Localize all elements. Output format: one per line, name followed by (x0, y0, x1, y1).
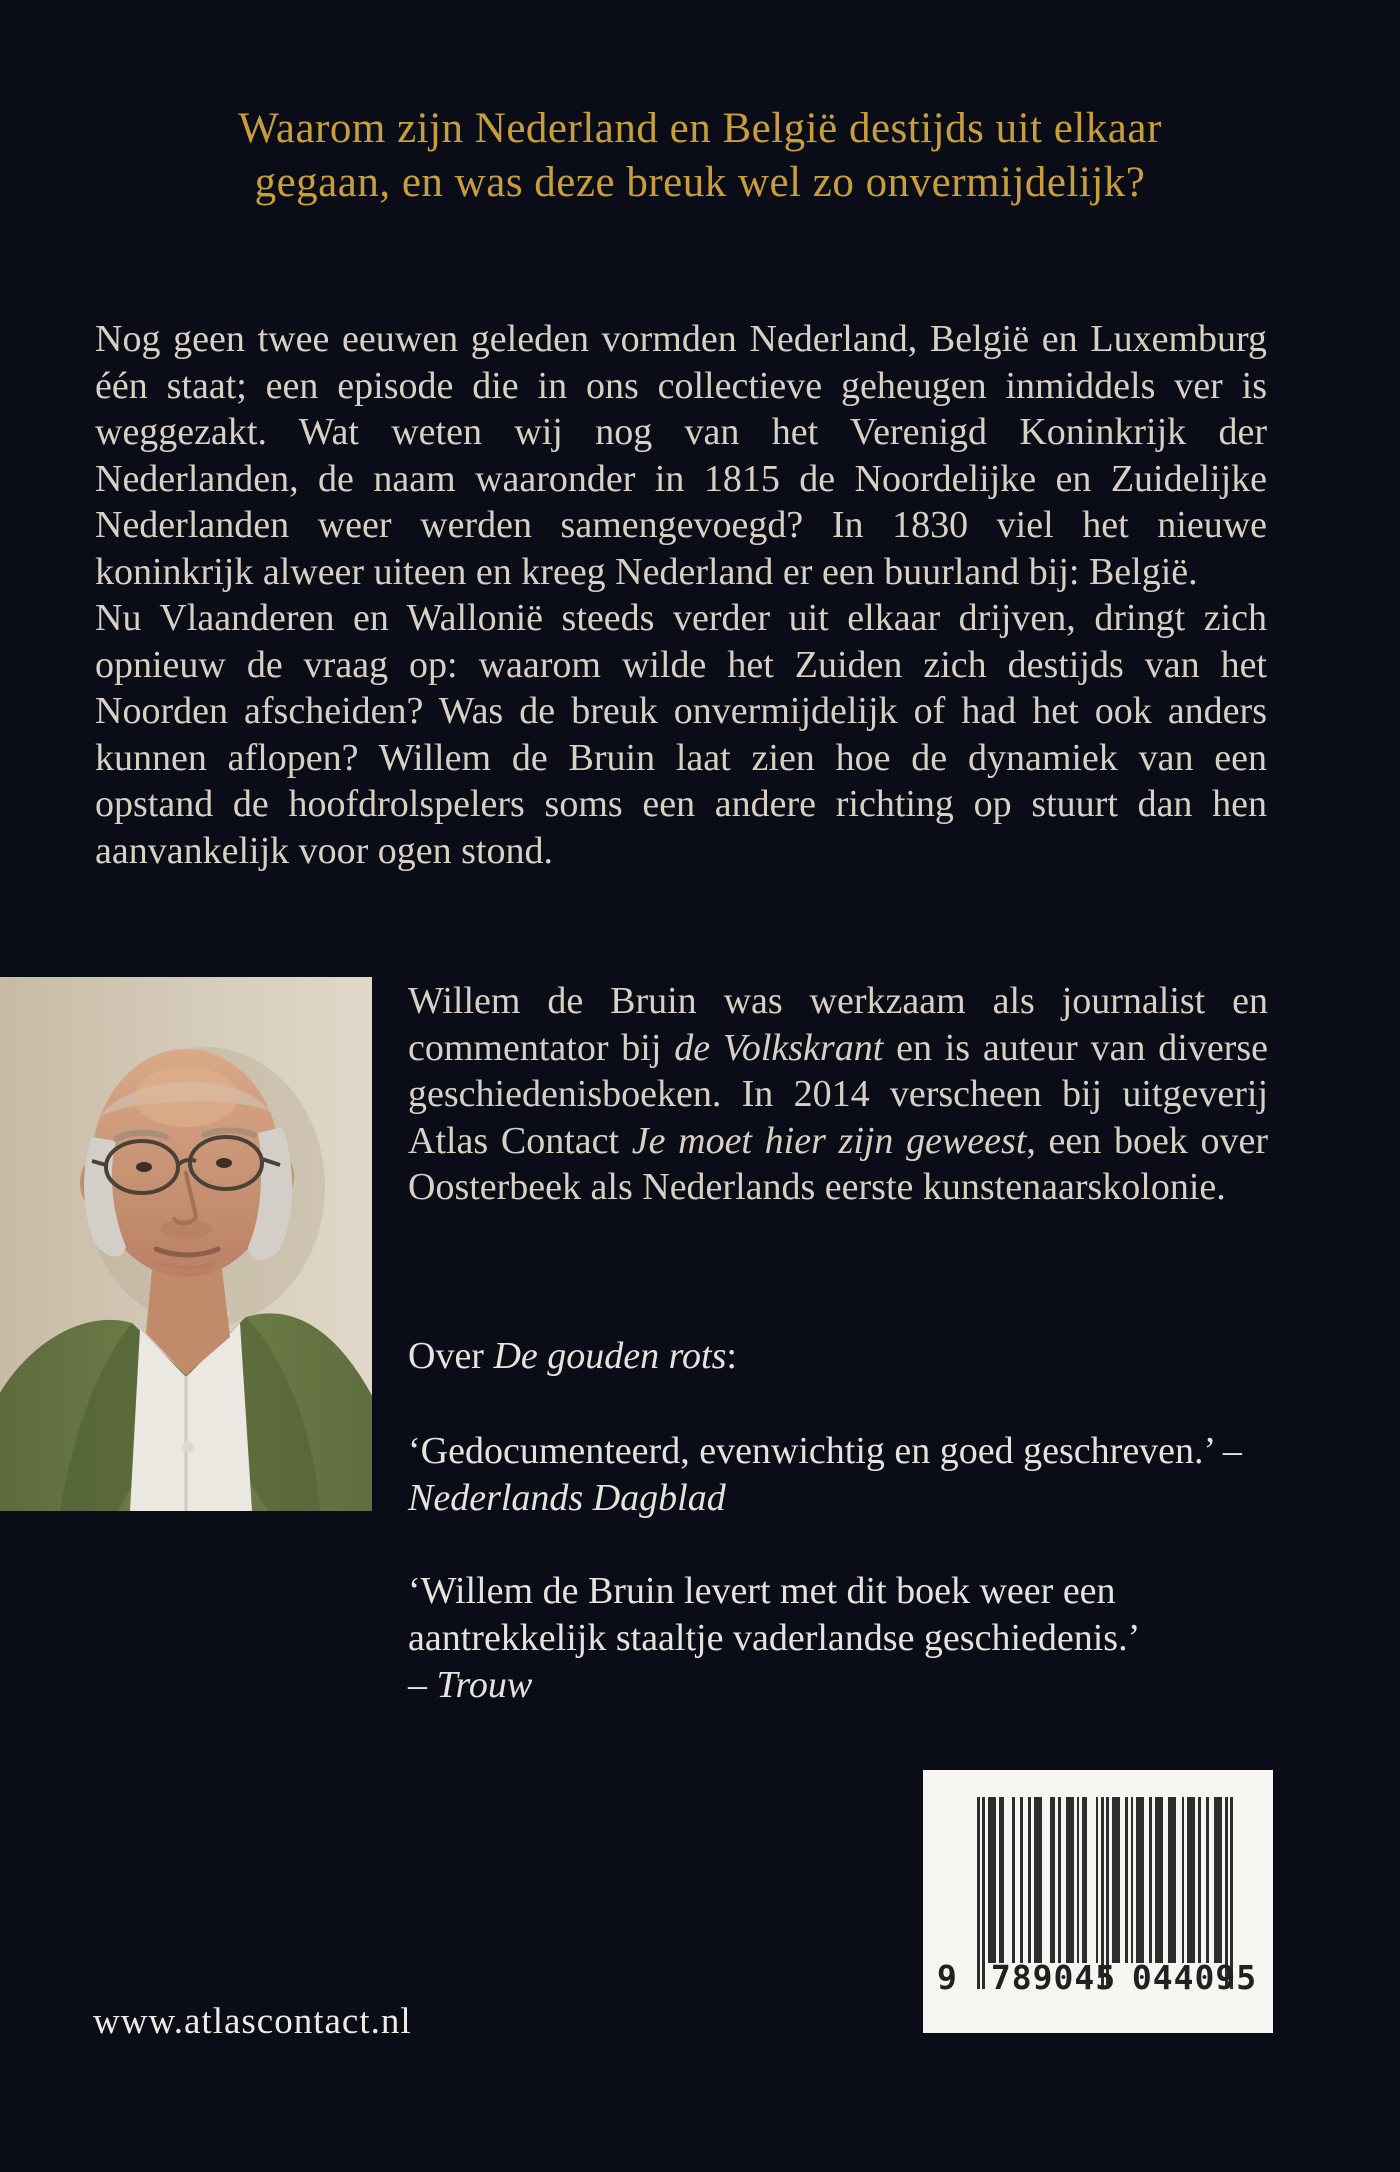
quote-2-attribution (408, 1662, 1258, 1709)
bio-text-2: en is auteur van diverse geschiedenisboeken. In 2014 verscheen bij uitgeverij Atlas Contact (408, 1026, 1268, 1162)
tagline-line-2: gegaan, en was deze breuk wel zo onvermijdelijk? (254, 159, 1146, 206)
synopsis-paragraph-2: Nu Vlaanderen en Wallonië steeds verder uit elkaar drijven, dringt zich opnieuw de vraag op: waarom wilde het Zuiden zich destijds van het Noorden afscheiden? Was de breuk onvermijdelijk of had het ook anders kunnen aflopen? Willem de Bruin laat zien hoe de dynamiek van een opstand de hoofdrolspelers soms een andere richting op stuurt dan hen aanvankelijk voor ogen stond. (95, 597, 1267, 872)
review-quote-2 (408, 1568, 1258, 1709)
bio-booktitle-italic: Je moet hier zijn geweest (631, 1119, 1027, 1162)
bio-volkskrant-italic: de Volkskrant (674, 1026, 884, 1069)
website-url: www.atlascontact.nl (93, 2001, 412, 2042)
quote-2-source: Trouw (436, 1664, 533, 1706)
reviews-heading-text-1: Over (408, 1335, 494, 1377)
reviews-heading-text-2: : (726, 1335, 737, 1377)
bio-text-3: , een boek over Oosterbeek als Nederlands eerste kunstenaarskolonie. (408, 1119, 1268, 1208)
cover-tagline (0, 102, 1400, 210)
tagline-line-1: Waarom zijn Nederland en België destijds uit elkaar (238, 105, 1162, 152)
synopsis-paragraph-1: Nog geen twee eeuwen geleden vormden Nederland, België en Luxemburg één staat; een episode die in ons collectieve geheugen inmiddels ver is weggezakt. Wat weten wij nog van het Verenigd Koninkrijk der Nederlanden, de naam waaronder in 1815 de Noordelijke en Zuidelijke Nederlanden weer werden samengevoegd? In 1830 viel het nieuwe koninkrijk alweer uiteen en kreeg Nederland er een buurland bij: België. (95, 318, 1267, 593)
barcode (923, 1770, 1273, 2033)
barcode-digits (931, 1958, 1265, 1998)
synopsis (95, 316, 1267, 874)
quote-1-text: ‘Gedocumenteerd, evenwichtig en goed geschreven.’ – (408, 1430, 1242, 1472)
quote-1-source: Nederlands Dagblad (408, 1477, 726, 1519)
author-bio (408, 978, 1268, 1211)
author-photo (0, 977, 372, 1511)
reviews-heading (408, 1333, 1268, 1380)
quote-2-dash: – (408, 1664, 437, 1706)
bio-text-1: Willem de Bruin was werkzaam als journalist en commentator bij (408, 980, 1268, 1069)
reviews-heading-title-italic: De gouden rots (493, 1335, 727, 1377)
barcode-lead-digit: 9 (937, 1958, 957, 1997)
barcode-left-digits: 789045 (990, 1958, 1117, 1997)
quote-2-text: ‘Willem de Bruin levert met dit boek weer een aantrekkelijk staaltje vaderlandse geschiedenis.’ (408, 1570, 1141, 1659)
review-quote-1 (408, 1428, 1258, 1522)
barcode-right-digits: 044095 (1131, 1958, 1258, 1997)
